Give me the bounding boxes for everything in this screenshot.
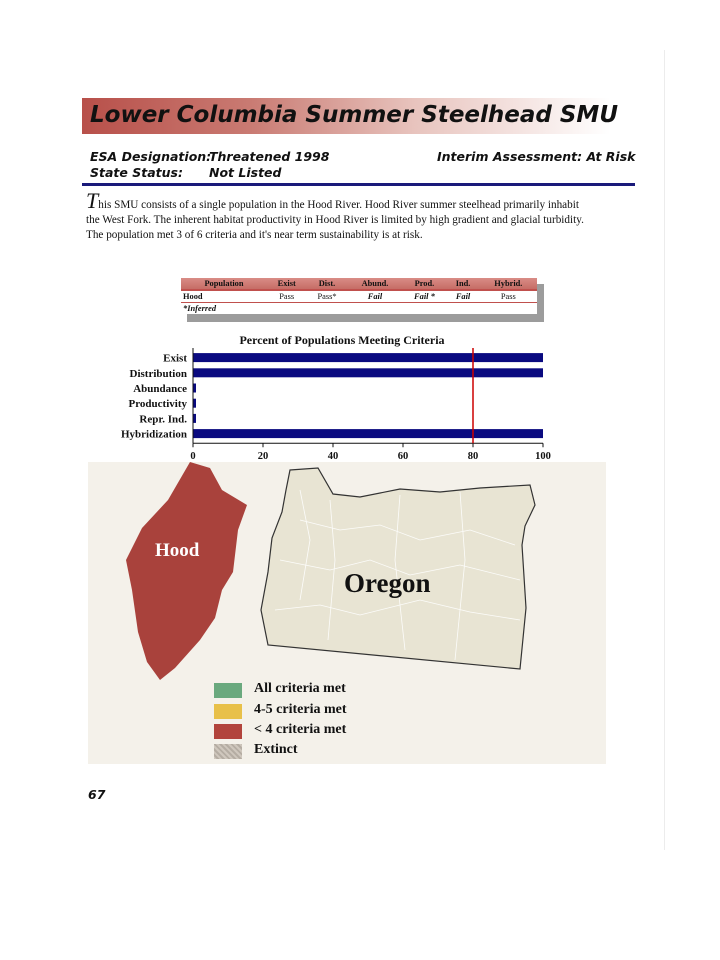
interim-assessment: Interim Assessment: At Risk	[437, 149, 636, 164]
legend-label-4-5-met: 4-5 criteria met	[254, 702, 347, 717]
legend-swatch-all-met	[214, 683, 242, 698]
page-title: Lower Columbia Summer Steelhead SMU	[90, 102, 618, 128]
hood-label: Hood	[155, 540, 200, 561]
esa-value: Threatened 1998	[209, 149, 330, 164]
intro-line-1: his SMU consists of a single population in the Hood River. Hood River summer steelhead primarily inhabit	[98, 199, 579, 211]
legend-swatch-4-5-met	[214, 704, 242, 719]
category-label: Distribution	[129, 367, 187, 380]
page-number: 67	[88, 787, 106, 802]
cell-dist: Pass*	[317, 292, 337, 301]
col-hybrid: Hybrid.	[494, 279, 523, 288]
cell-prod: Fail *	[414, 292, 435, 301]
chart-title: Percent of Populations Meeting Criteria	[239, 333, 445, 347]
x-tick-label: 40	[327, 451, 339, 463]
col-ind: Ind.	[455, 279, 471, 288]
drop-cap: T	[86, 188, 99, 213]
table-footnote: *Inferred	[181, 303, 537, 315]
x-tick-label: 100	[535, 451, 551, 463]
cell-ind: Fail	[455, 292, 471, 301]
legend-swatch-under-4-met	[214, 724, 242, 739]
legend-label-under-4-met: < 4 criteria met	[254, 722, 347, 737]
intro-line-2: the West Fork. The inherent habitat productivity in Hood River is limited by high gradient and glacial turbidity.	[86, 214, 584, 226]
col-population: Population	[204, 279, 244, 288]
esa-label: ESA Designation:	[90, 149, 212, 164]
col-dist: Dist.	[318, 279, 336, 288]
hood-basin-shape	[126, 462, 247, 680]
col-abund: Abund.	[361, 279, 389, 288]
category-label: Hybridization	[120, 428, 187, 441]
x-tick-label: 0	[190, 451, 196, 463]
oregon-label: Oregon	[344, 568, 431, 598]
cell-hybrid: Pass	[500, 292, 516, 301]
cell-abund: Fail	[367, 292, 383, 301]
category-label: Abundance	[133, 383, 187, 395]
category-label: Productivity	[128, 398, 187, 411]
col-exist: Exist	[277, 279, 296, 288]
legend-label-extinct: Extinct	[254, 742, 298, 757]
legend-swatch-extinct	[214, 744, 242, 759]
x-tick-label: 60	[397, 451, 409, 463]
cell-population: Hood	[183, 292, 203, 301]
state-status-value: Not Listed	[209, 165, 282, 180]
cell-exist: Pass	[279, 292, 295, 301]
x-tick-label: 80	[467, 451, 479, 463]
col-prod: Prod.	[414, 279, 435, 288]
intro-line-3: The population met 3 of 6 criteria and it's near term sustainability is at risk.	[86, 229, 423, 241]
category-label: Exist	[163, 352, 187, 365]
category-label: Repr. Ind.	[139, 413, 187, 426]
state-status-label: State Status:	[90, 165, 183, 180]
x-tick-label: 20	[257, 451, 269, 463]
legend-label-all-met: All criteria met	[254, 681, 346, 696]
